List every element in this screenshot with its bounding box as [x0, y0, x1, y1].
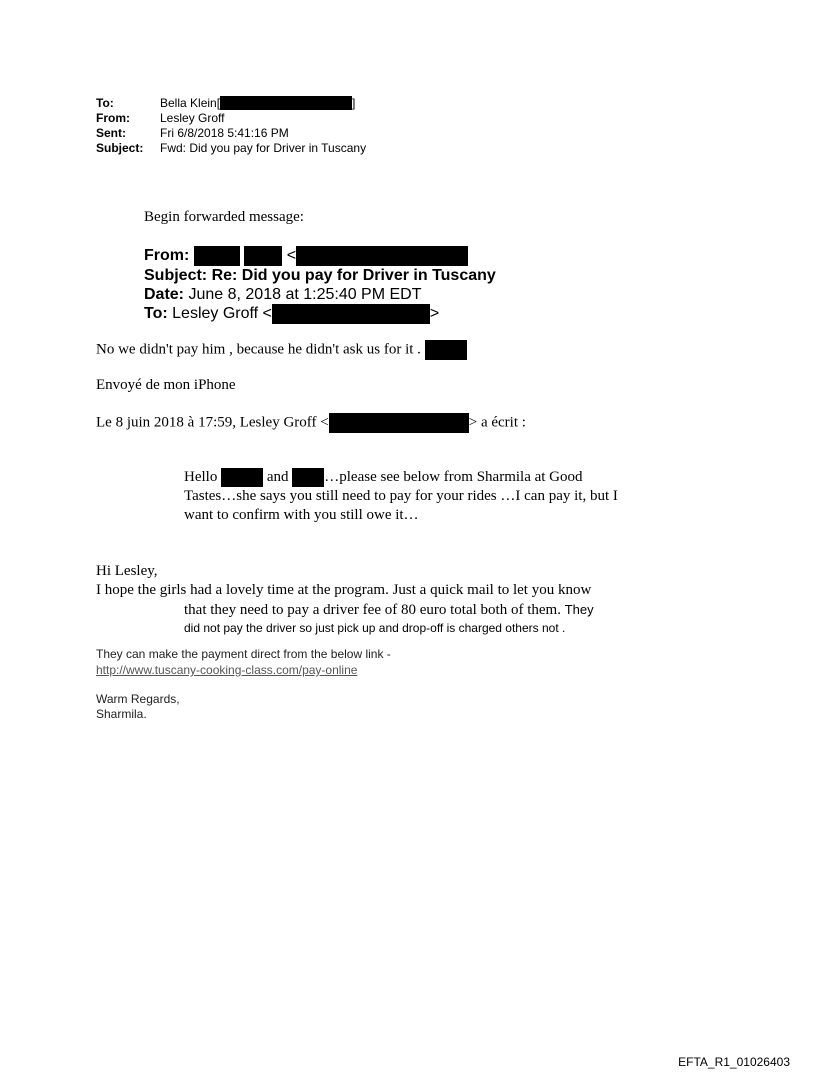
forwarded-subject-row [144, 266, 496, 285]
redaction-block [194, 246, 240, 266]
redaction-block [292, 468, 324, 487]
forwarded-intro: Begin forwarded message: [144, 209, 304, 225]
sent-row [96, 126, 366, 141]
subject-value: Fwd: Did you pay for Driver in Tuscany [160, 141, 367, 155]
sharmila-line2-small: They [564, 602, 594, 617]
redaction-block [329, 413, 469, 433]
reply-signature: Envoyé de mon iPhone [96, 377, 236, 393]
forwarded-date-value: June 8, 2018 at 1:25:40 PM EDT [188, 286, 422, 303]
forwarded-to-gt: > [429, 305, 440, 323]
forwarded-date-label: Date: [144, 286, 185, 303]
redaction-block [244, 246, 282, 266]
sharmila-line2: that they need to pay a driver fee of 80 euro total both of them. [184, 602, 565, 618]
quoted-hello: Hello [184, 469, 218, 485]
forwarded-from-label: From: [144, 247, 190, 265]
redaction-block [272, 304, 430, 324]
quote-intro-b: > a écrit : [468, 414, 526, 431]
from-value: Lesley Groff [160, 111, 225, 125]
reply-text: No we didn't pay him , because he didn't ask us for it . [96, 341, 421, 358]
redaction-block [425, 340, 467, 360]
to-row [96, 96, 366, 111]
payment-section [96, 646, 391, 678]
payment-text: They can make the payment direct from the below link - [96, 647, 391, 661]
forwarded-subject-value: Re: Did you pay for Driver in Tuscany [211, 267, 496, 284]
from-row [96, 111, 366, 126]
sharmila-line2-row [96, 600, 656, 620]
sent-label: Sent: [96, 126, 126, 140]
sharmila-message [96, 562, 656, 636]
payment-link[interactable]: http://www.tuscany-cooking-class.com/pay-online [96, 663, 358, 677]
email-header [96, 96, 366, 156]
subject-label: Subject: [96, 141, 144, 155]
to-label: To: [96, 96, 114, 110]
forwarded-to-row [144, 304, 496, 324]
forwarded-from-lt: < [286, 247, 297, 265]
redaction-block [221, 468, 263, 487]
reply-text-row [96, 340, 467, 360]
quoted-message [184, 468, 634, 525]
from-label: From: [96, 111, 130, 125]
quote-intro-row [96, 413, 526, 433]
regards-name: Sharmila. [96, 707, 147, 721]
forwarded-from-row [144, 246, 496, 266]
to-value: Bella Klein[ [160, 96, 221, 110]
forwarded-to-value: Lesley Groff < [172, 305, 272, 323]
subject-row [96, 141, 366, 156]
forwarded-to-label: To: [144, 305, 168, 323]
forwarded-subject-label: Subject: [144, 267, 208, 284]
quoted-rest: …please see below from Sharmila at Good Tastes…she says you still need to pay for your rides …I can pay it, but I want to confirm with you still owe it… [184, 469, 618, 524]
regards-section [96, 692, 180, 722]
sent-value: Fri 6/8/2018 5:41:16 PM [160, 126, 289, 140]
forwarded-date-row [144, 285, 496, 304]
sharmila-greeting: Hi Lesley, [96, 563, 158, 579]
redaction-block [296, 246, 468, 266]
redaction-block [220, 96, 352, 110]
quoted-and: and [266, 469, 289, 485]
forwarded-header [144, 246, 496, 324]
regards-text: Warm Regards, [96, 692, 180, 706]
sharmila-line1: I hope the girls had a lovely time at the program. Just a quick mail to let you know [96, 582, 592, 598]
sharmila-line3: did not pay the driver so just pick up and drop-off is charged others not . [184, 621, 566, 635]
quote-intro-a: Le 8 juin 2018 à 17:59, Lesley Groff < [96, 414, 329, 431]
to-close: ] [352, 96, 356, 110]
document-id: EFTA_R1_01026403 [678, 1055, 790, 1069]
